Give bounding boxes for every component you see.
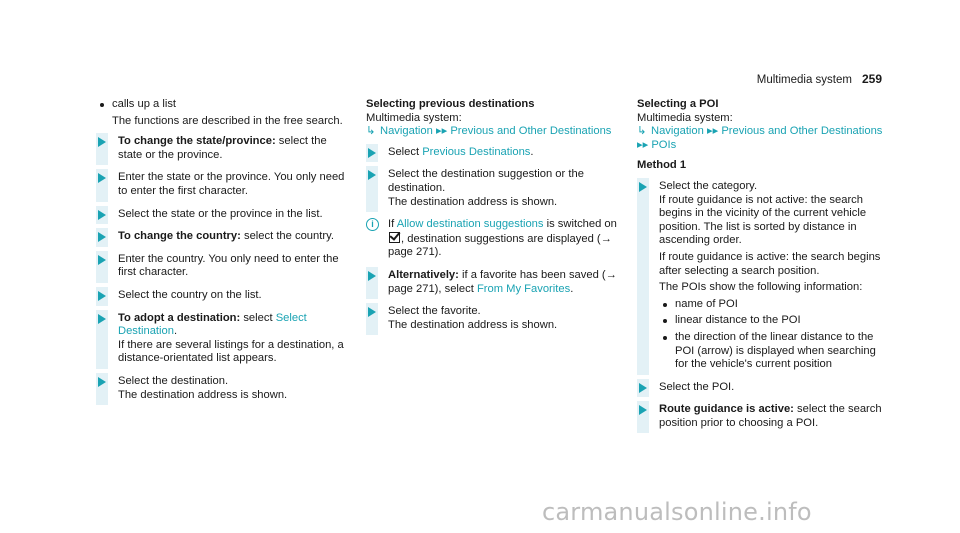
section-heading: Selecting previous destinations (366, 98, 535, 110)
previous-destinations-link: Previous Destinations (422, 145, 531, 158)
step-arrow-icon (368, 307, 376, 317)
step-arrow-icon (98, 173, 106, 183)
step-select-previous: Select Previous Destinations. (366, 146, 620, 160)
step-sub-text: If route guidance is active: the search begins after selecting a search position. (659, 250, 881, 277)
step-arrow-icon (98, 232, 106, 242)
from-my-favorites-link: From My Favorites (476, 282, 571, 295)
bullet-dot-icon (663, 319, 667, 323)
step-arrow-icon (639, 405, 647, 415)
bullet-dot-icon (663, 336, 667, 340)
step-arrow-icon (98, 137, 106, 147)
page-header (757, 73, 882, 88)
step-arrow-icon (368, 271, 376, 281)
step-sub-text: The destination address is shown. (118, 388, 288, 401)
step-select-destination: Select the destination. The destination address is shown. (96, 375, 350, 402)
watermark: carmanualsonline.info (542, 498, 812, 526)
poi-info-list (659, 298, 891, 372)
list-item: the direction of the linear distance to the POI (arrow) is displayed when searching for the vehicle's current position (659, 331, 891, 372)
path-previous-destinations: Previous and Other Destinations (450, 125, 612, 138)
step-arrow-icon (368, 148, 376, 158)
step-enter-country: Enter the country. You only need to enter the first character. (96, 253, 350, 280)
step-select-state: Select the state or the province in the list. (96, 208, 350, 222)
step-select-category: Select the category. If route guidance is not active: the search begins in the vicinity of the current vehicle position. The list is sorted by distance in ascending order. If route guidance is active: the search begins after selecting a search position. The POIs show the following information: name of POI linear distance to the POI the direction of the linear distance to the POI (arrow) is displayed when searching for the vehicle's current position (637, 180, 891, 372)
system-label: Multimedia system: (637, 111, 733, 124)
page-number: 259 (861, 72, 882, 86)
step-sub-text: If there are several listings for a destination, a distance-orientated list appears. (118, 338, 344, 365)
path-navigation: Navigation (380, 125, 433, 138)
info-note: i If Allow destination suggestions is switched on , destination suggestions are displayed (→ page 271). (366, 218, 620, 260)
step-adopt-destination: To adopt a destination: select Select Destination. If there are several listings for a destination, a distance-orientated list appears. (96, 312, 350, 366)
step-change-state: To change the state/province: select the state or the province. (96, 135, 350, 162)
step-alternatively: Alternatively: if a favorite has been saved (→ page 271), select From My Favorites. (366, 269, 620, 296)
bullet-dot-icon (100, 103, 104, 107)
enter-arrow-icon: ↳ (637, 125, 647, 138)
double-chevron-icon: ▸▸ (435, 125, 451, 138)
path-navigation: Navigation (651, 125, 704, 138)
list-item: name of POI (659, 298, 891, 312)
column-2 (366, 98, 620, 341)
step-arrow-icon (368, 170, 376, 180)
section-title: Multimedia system (756, 74, 852, 86)
step-select-favorite: Select the favorite. The destination address is shown. (366, 305, 620, 332)
list-item: linear distance to the POI (659, 314, 891, 328)
allow-suggestions-link: Allow destination suggestions (396, 218, 544, 231)
menu-path (366, 125, 620, 139)
column-1 (96, 98, 350, 411)
step-sub-text: If route guidance is not active: the search begins in the vicinity of the current vehicle position. The list is sorted by distance in ascending order. (659, 193, 867, 247)
column-3 (637, 98, 891, 439)
step-arrow-icon (639, 182, 647, 192)
step-arrow-icon (98, 291, 106, 301)
intro-bullet: calls up a list (96, 98, 350, 112)
step-route-guidance-active: Route guidance is active: select the search position prior to choosing a POI. (637, 403, 891, 430)
bullet-dot-icon (663, 303, 667, 307)
enter-arrow-icon: ↳ (366, 125, 376, 138)
method-heading: Method 1 (637, 159, 687, 172)
path-previous-destinations: Previous and Other Destinations (721, 125, 883, 138)
step-sub-text: The destination address is shown. (388, 318, 558, 331)
step-arrow-icon (98, 377, 106, 387)
step-change-country: To change the country: select the country. (96, 230, 350, 244)
checkbox-checked-icon (389, 232, 400, 243)
step-select-suggestion: Select the destination suggestion or the destination. The destination address is shown. (366, 168, 620, 209)
intro-text: The functions are described in the free search. (112, 114, 343, 127)
step-arrow-icon (98, 314, 106, 324)
step-select-poi: Select the POI. (637, 381, 891, 395)
step-arrow-icon (98, 210, 106, 220)
system-label: Multimedia system: (366, 111, 462, 124)
info-icon: i (366, 218, 379, 231)
double-chevron-icon: ▸▸ (637, 138, 652, 151)
step-sub-text: The destination address is shown. (388, 195, 558, 208)
step-enter-state: Enter the state or the province. You only need to enter the first character. (96, 171, 350, 198)
select-destination-link: Select Destination (118, 311, 307, 338)
step-arrow-icon (639, 383, 647, 393)
step-arrow-icon (98, 255, 106, 265)
menu-path (637, 125, 891, 152)
step-select-country: Select the country on the list. (96, 289, 350, 303)
path-pois: POIs (651, 138, 677, 151)
step-sub-text: The POIs show the following information: (659, 281, 863, 294)
section-heading: Selecting a POI (637, 98, 719, 110)
double-chevron-icon: ▸▸ (706, 125, 722, 138)
